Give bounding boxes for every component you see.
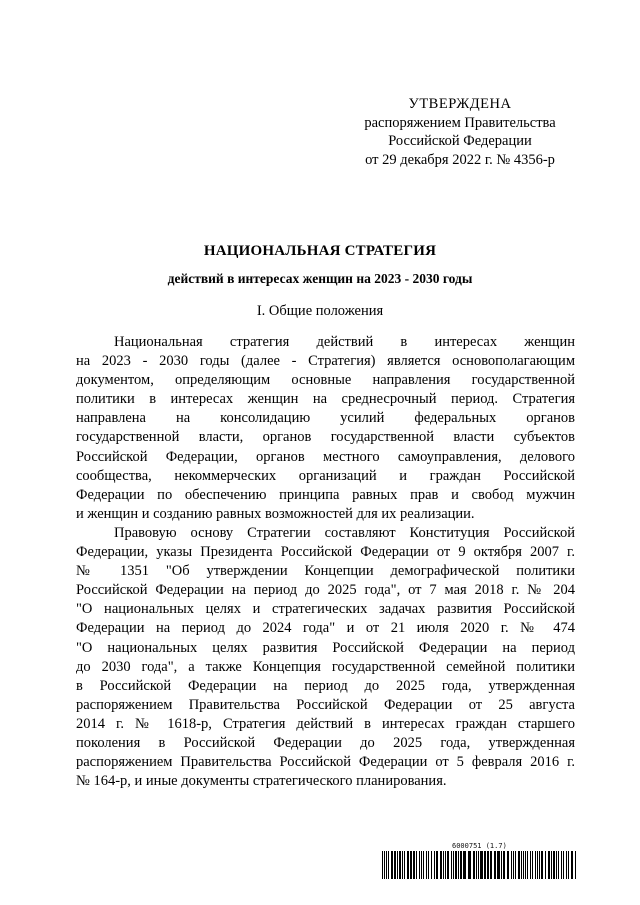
- text-line: направлена на консолидацию усилий федеральных органов: [76, 410, 575, 427]
- text-line: Федерации, указы Президента Российской Федерации от 9 октября 2007 г.: [76, 544, 575, 561]
- text-line: в Российской Федерации на период до 2025 года, утвержденная: [76, 677, 575, 694]
- text-line: на 2023 - 2030 годы (далее - Стратегия) является основополагающим: [76, 353, 575, 370]
- text-line: "О национальных целях и стратегических задачах развития Российской: [76, 601, 575, 618]
- document-title: НАЦИОНАЛЬНАЯ СТРАТЕГИЯ: [203, 243, 437, 259]
- text-line: № 1351 "Об утверждении Концепции демографической политики: [76, 563, 575, 580]
- text-line: до 2030 года", а также Концепция государственной семейной политики: [76, 658, 575, 675]
- barcode-number: 6000751 (1.7): [452, 842, 507, 850]
- approval-stamp: [350, 95, 570, 169]
- approval-title: УТВЕРЖДЕНА: [408, 96, 512, 112]
- paragraph-1: [76, 333, 575, 524]
- text-line: 2014 г. № 1618-р, Стратегия действий в интересах граждан старшего: [76, 715, 575, 732]
- barcode-icon: [382, 851, 576, 879]
- text-line: документом, определяющим основные направления государственной: [76, 372, 575, 389]
- approval-country: Российской Федерации: [388, 133, 532, 149]
- text-line: Российской Федерации на период до 2025 года", от 7 мая 2018 г. № 204: [76, 582, 575, 599]
- approval-date-number: от 29 декабря 2022 г. № 4356-р: [365, 151, 555, 168]
- document-subtitle: действий в интересах женщин на 2023 - 2030 годы: [167, 271, 473, 286]
- text-line: Национальная стратегия действий в интересах женщин: [114, 334, 575, 350]
- text-line: сообщества, некоммерческих организаций и граждан Российской: [76, 467, 575, 484]
- text-line: Федерации на период до 2024 года" и от 21 июля 2020 г. № 474: [76, 620, 575, 637]
- text-line: Федерации по обеспечению принципа равных прав и свобод мужчин: [76, 486, 575, 503]
- document-body: [76, 333, 575, 791]
- paragraph-2: [76, 524, 575, 791]
- text-line: "О национальных целях развития Российской Федерации на период: [76, 639, 575, 656]
- text-line: Правовую основу Стратегии составляют Конституция Российской: [114, 524, 575, 541]
- text-line: государственной власти, органов государственной власти субъектов: [76, 429, 575, 446]
- approval-authority: распоряжением Правительства: [364, 114, 556, 131]
- text-line: распоряжением Правительства Российской Федерации от 25 августа: [76, 696, 575, 713]
- text-line: Российской Федерации, органов местного самоуправления, делового: [76, 448, 575, 465]
- text-line: поколения в Российской Федерации до 2025 года, утвержденная: [76, 734, 575, 751]
- text-line: и женщин и созданию равных возможностей для их реализации.: [76, 505, 475, 522]
- text-line: политики в интересах женщин на среднесрочный период. Стратегия: [76, 391, 575, 408]
- text-line: № 164-р, и иные документы стратегического планирования.: [76, 773, 447, 790]
- section-heading: I. Общие положения: [256, 303, 384, 319]
- barcode-block: [382, 842, 576, 882]
- text-line: распоряжением Правительства Российской Федерации от 5 февраля 2016 г.: [76, 754, 575, 771]
